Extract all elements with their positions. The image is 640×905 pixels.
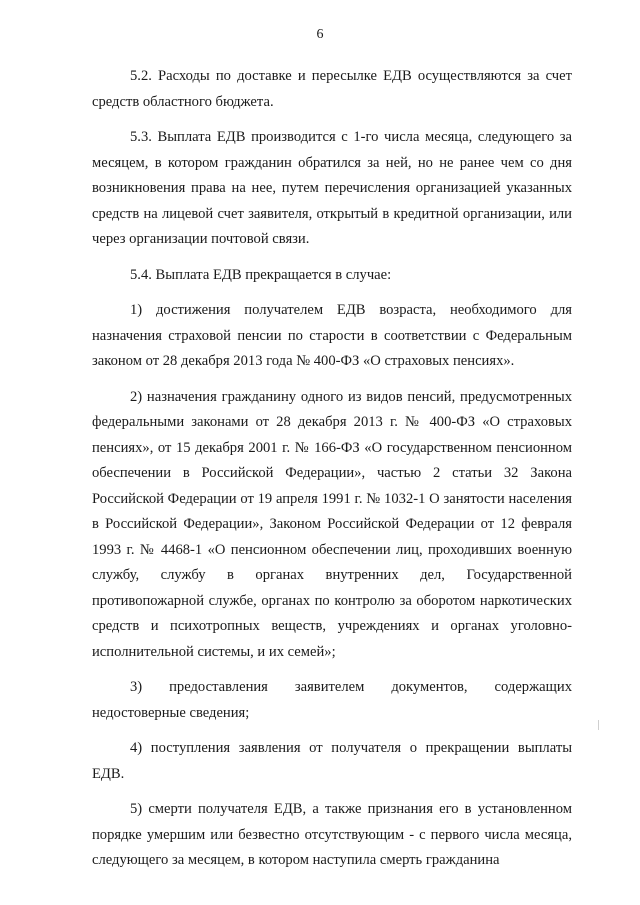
list-item-3: 3) предоставления заявителем документов, содержащих недостоверные сведения; [92,679,572,721]
page-number: 6 [316,27,324,42]
paragraph-5-4: 5.4. Выплата ЕДВ прекращается в случае: [130,266,392,283]
paragraph-5-3: 5.3. Выплата ЕДВ производится с 1-го числа месяца, следующего за месяцем, в котором гражданин обратился за ней, но не ранее чем со дня возникновения права на нее, путем перечисления организацией указанных средств на лицевой счет заявителя, открытый в кредитной организации, или через организации почтовой связи. [92,129,572,247]
margin-mark [598,720,599,730]
list-item-2: 2) назначения гражданину одного из видов пенсий, предусмотренных федеральными законами от 28 декабря 2013 г. № 400-ФЗ «О страховых пенсиях», от 15 декабря 2001 г. № 166-ФЗ «О государственном пенсионном обеспечении в Российской Федерации», частью 2 статьи 32 Закона Российской Федерации от 19 апреля 1991 г. № 1032-1 О занятости населения в Российской Федерации», Законом Российской Федерации от 12 февраля 1993 г. № 4468-1 «О пенсионном обеспечении лиц, проходивших военную службу, службу в органах внутренних дел, Государственной противопожарной службе, органах по контролю за оборотом наркотических средств и психотропных веществ, учреждениях и органах уголовно-исполнительной системы, и их семей»; [92,388,572,660]
list-item-1: 1) достижения получателем ЕДВ возраста, необходимого для назначения страховой пенсии по старости в соответствии с Федеральным законом от 28 декабря 2013 года № 400-ФЗ «О страховых пенсиях». [92,302,572,369]
list-item-4: 4) поступления заявления от получателя о прекращении выплаты ЕДВ. [92,740,572,782]
document-body [92,64,572,874]
list-item-5: 5) смерти получателя ЕДВ, а также признания его в установленном порядке умершим или безвестно отсутствующим - с первого числа месяца, следующего за месяцем, в котором наступила смерть гражданина [92,801,572,868]
paragraph-5-2: 5.2. Расходы по доставке и пересылке ЕДВ осуществляются за счет средств областного бюджета. [92,68,572,110]
